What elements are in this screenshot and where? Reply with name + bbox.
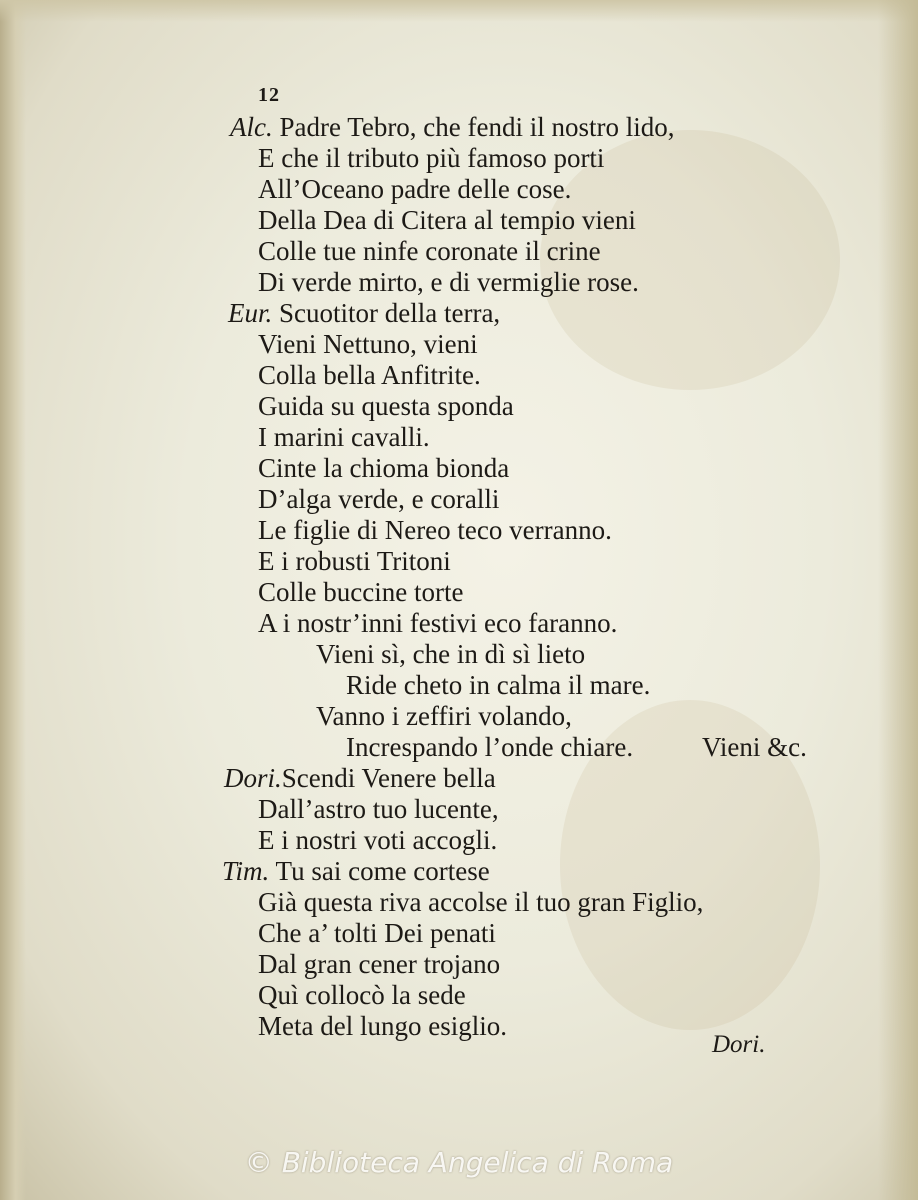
verse-line: Quì collocò la sede — [258, 980, 466, 1010]
speaker-label: Eur. — [228, 298, 273, 328]
verse-line: Colle buccine torte — [258, 577, 464, 607]
aria-line: Vanno i zeffiri volando, — [316, 701, 572, 731]
verse-line: Della Dea di Citera al tempio vieni — [258, 205, 636, 235]
verse-line: Già questa riva accolse il tuo gran Figlio, — [258, 887, 704, 917]
verse-line: E i robusti Tritoni — [258, 546, 451, 576]
page-binding-shadow — [0, 0, 26, 1200]
copyright-watermark: © Biblioteca Angelica di Roma — [244, 1146, 674, 1179]
verse-line: D’alga verde, e coralli — [258, 484, 500, 514]
page-right-edge — [878, 0, 918, 1200]
verse-line: Colle tue ninfe coronate il crine — [258, 236, 601, 266]
catchword: Dori. — [712, 1031, 766, 1058]
verse-line — [222, 856, 490, 886]
verse-line: Colla bella Anfitrite. — [258, 360, 481, 390]
speaker-label: Tim. — [222, 856, 270, 886]
verse-line — [230, 112, 675, 142]
verse-text: Tu sai come cortese — [275, 856, 490, 886]
verse-text: Padre Tebro, che fendi il nostro lido, — [279, 112, 675, 142]
verse-line: All’Oceano padre delle cose. — [258, 174, 572, 204]
verse-text: Scendi Venere bella — [281, 763, 496, 793]
verse-line: Che a’ tolti Dei penati — [258, 918, 496, 948]
aria-line: Increspando l’onde chiare. — [346, 732, 634, 762]
verse-line — [224, 763, 496, 793]
verse-line: Vieni Nettuno, vieni — [258, 329, 478, 359]
da-capo-note: Vieni &c. — [702, 732, 807, 762]
verse-line: Guida su questa sponda — [258, 391, 514, 421]
verse-text: Scuotitor della terra, — [279, 298, 501, 328]
page-number: 12 — [258, 84, 280, 106]
verse-line: A i nostr’inni festivi eco faranno. — [258, 608, 618, 638]
verse-line: E i nostri voti accogli. — [258, 825, 498, 855]
page-top-edge — [0, 0, 918, 22]
aria-line: Ride cheto in calma il mare. — [346, 670, 651, 700]
verse-line — [228, 298, 500, 328]
verse-line: Di verde mirto, e di vermiglie rose. — [258, 267, 639, 297]
speaker-label: Alc. — [230, 112, 273, 142]
verse-line: Meta del lungo esiglio. — [258, 1011, 507, 1041]
verse-line: I marini cavalli. — [258, 422, 430, 452]
verse-line: Dal gran cener trojano — [258, 949, 501, 979]
aria-line: Vieni sì, che in dì sì lieto — [316, 639, 586, 669]
verse-line: Le figlie di Nereo teco verranno. — [258, 515, 612, 545]
verse-line: Cinte la chioma bionda — [258, 453, 510, 483]
verse-line: Dall’astro tuo lucente, — [258, 794, 499, 824]
verse-line: E che il tributo più famoso porti — [258, 143, 605, 173]
speaker-label: Dori. — [224, 763, 282, 793]
